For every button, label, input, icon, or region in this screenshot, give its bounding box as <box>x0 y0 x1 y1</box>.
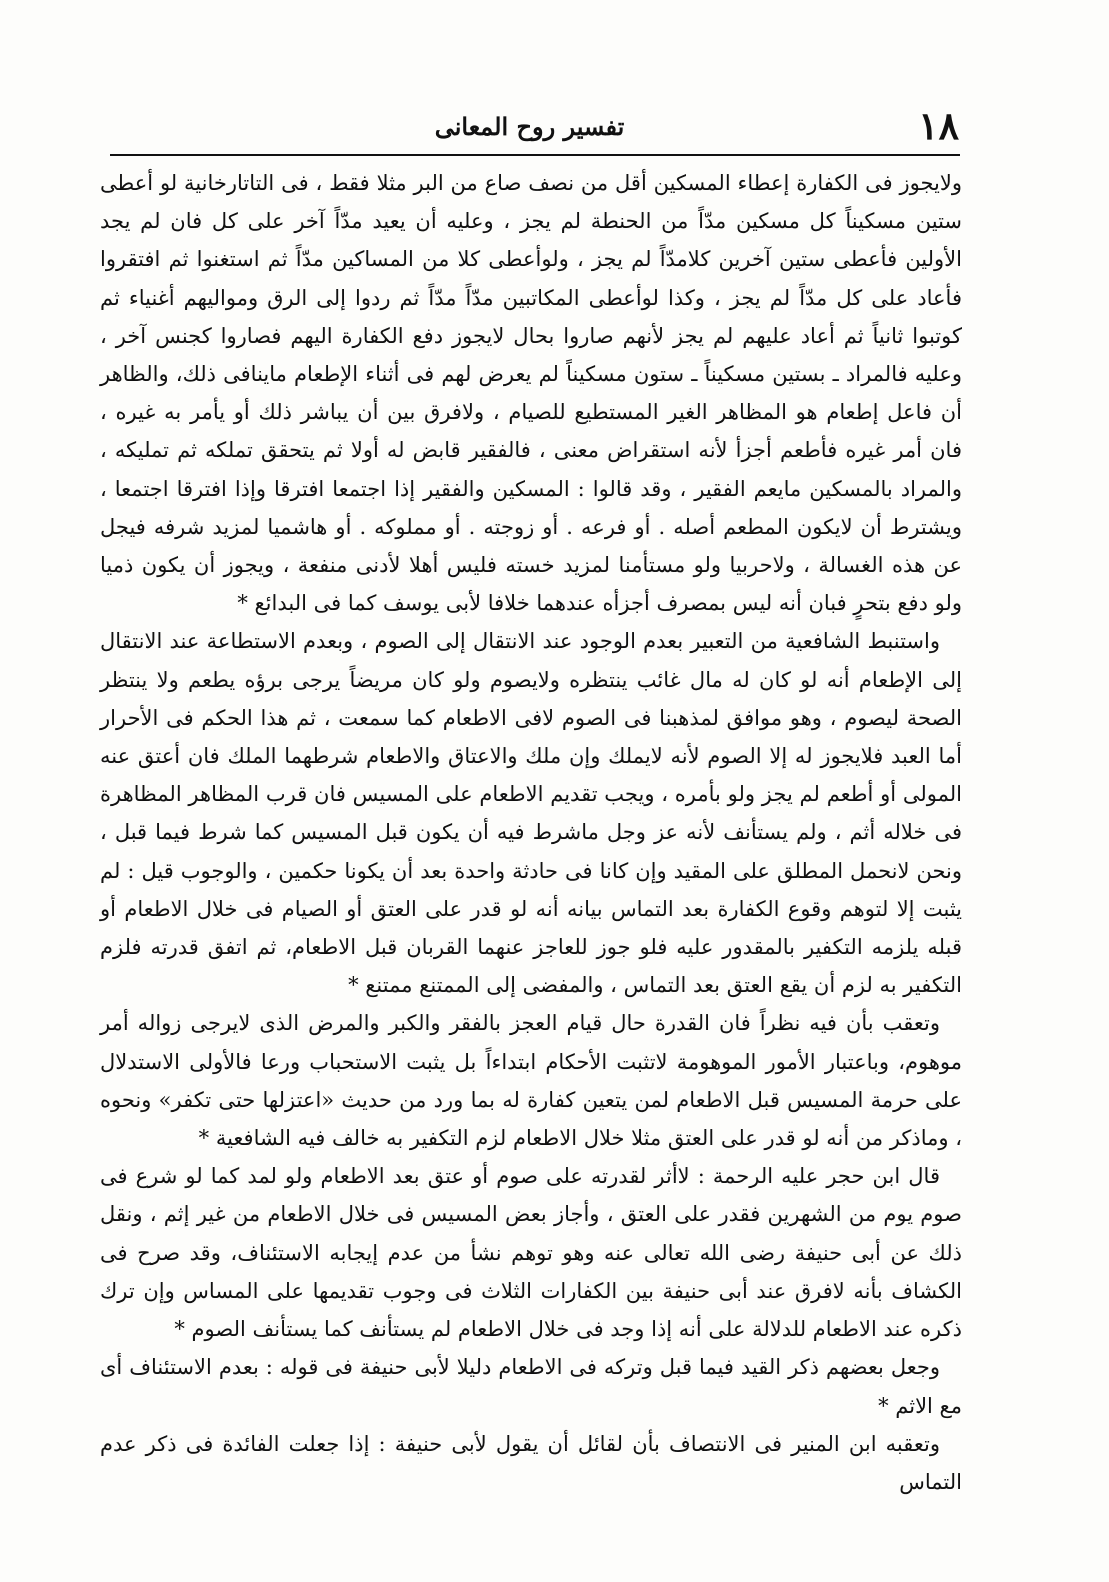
header-divider <box>110 154 960 156</box>
running-title: تفسير روح المعانى <box>434 112 625 141</box>
paragraph: واستنبط الشافعية من التعبير بعدم الوجود عند الانتقال إلى الصوم ، وبعدم الاستطاعة عند الانتقال إلى الإطعام أنه لو كان له مال غائب ينتظره ولايصوم ولو كان مريضاً يرجى برؤه يطعم ولا ينتظر الصحة ليصوم ، وهو موافق لمذهبنا فى الصوم لافى الاطعام كما سمعت ، ثم هذا الحكم فى الأحرار أما العبد فلايجوز له إلا الصوم لأنه لايملك وإن ملك والاعتاق والاطعام شرطهما الملك فان أعتق عنه المولى أو أطعم لم يجز ولو بأمره ، ويجب تقديم الاطعام على المسيس فان قرب المظاهر المظاهرة فى خلاله أثم ، ولم يستأنف لأنه عز وجل ماشرط فيه أن يكون قبل المسيس كما شرط فيما قبل ، ونحن لانحمل المطلق على المقيد وإن كانا فى حادثة واحدة بعد أن يكونا حكمين ، والوجوب قيل : لم يثبت إلا لتوهم وقوع الكفارة بعد التماس بيانه أنه لو قدر على العتق أو الصيام فى خلال الاطعام أو قبله يلزمه التكفير بالمقدور عليه فلو جوز للعاجز عنهما القربان قبل الاطعام، ثم اتفق قدرته فلزم التكفير به لزم أن يقع العتق بعد التماس ، والمفضى إلى الممتنع ممتنع * <box>100 629 962 998</box>
page-number: ١٨ <box>918 103 959 148</box>
main-text <box>100 164 962 1501</box>
page-header <box>100 100 959 150</box>
paragraph: وتعقبه ابن المنير فى الانتصاف بأن لقائل أن يقول لأبى حنيفة : إذا جعلت الفائدة فى ذكر عدم التماس <box>100 1431 962 1494</box>
paragraph: وجعل بعضهم ذكر القيد فيما قبل وتركه فى الاطعام دليلا لأبى حنيفة فى قوله : بعدم الاستئناف أى مع الاثم * <box>100 1355 962 1418</box>
paragraph: وتعقب بأن فيه نظراً فان القدرة حال قيام العجز بالفقر والكبر والمرض الذى لايرجى زواله أمر موهوم، وباعتبار الأمور الموهومة لاتثبت الأحكام ابتداءاً بل يثبت الاستحباب ورعا فالأولى الاستدلال على حرمة المسيس قبل الاطعام لمن يتعين كفارة له بما ورد من حديث «اعتزلها حتى تكفر» ونحوه ، وماذكر من أنه لو قدر على العتق مثلا خلال الاطعام لزم التكفير به خالف فيه الشافعية * <box>100 1011 962 1151</box>
paragraph: قال ابن حجر عليه الرحمة : لاأثر لقدرته على صوم أو عتق بعد الاطعام ولو لمد كما لو شرع فى صوم يوم من الشهرين فقدر على العتق ، وأجاز بعض المسيس فى خلال الاطعام من غير إثم ، ونقل ذلك عن أبى حنيفة رضى الله تعالى عنه وهو توهم نشأ من عدم إيجابه الاستئناف، وقد صرح فى الكشاف بأنه لافرق عند أبى حنيفة بين الكفارات الثلاث فى وجوب تقديمها على المساس وإن ترك ذكره عند الاطعام للدلالة على أنه إذا وجد فى خلال الاطعام لم يستأنف كما يستأنف الصوم * <box>100 1164 962 1342</box>
paragraph: ولايجوز فى الكفارة إعطاء المسكين أقل من نصف صاع من البر مثلا فقط ، فى التاتارخانية لو أعطى ستين مسكيناً كل مسكين مدّاً من الحنطة لم يجز ، وعليه أن يعيد مدّاً آخر على كل فان لم يجد الأولين فأعطى ستين آخرين كلامدّاً لم يجز ، ولوأعطى كلا من المساكين مدّاً ثم استغنوا ثم افتقروا فأعاد على كل مدّاً لم يجز ، وكذا لوأعطى المكاتبين مدّاً مدّاً ثم ردوا إلى الرق ومواليهم أغنياء ثم كوتبوا ثانياً ثم أعاد عليهم لم يجز لأنهم صاروا بحال لايجوز دفع الكفارة اليهم فصاروا كجنس آخر ، وعليه فالمراد ـ بستين مسكيناً ـ ستون مسكيناً لم يعرض لهم فى أثناء الإطعام ماينافى ذلك، والظاهر أن فاعل إطعام هو المظاهر الغير المستطيع للصيام ، ولافرق بين أن يباشر ذلك أو يأمر به غيره ، فان أمر غيره فأطعم أجزأ لأنه استقراض معنى ، فالفقير قابض له أولا ثم يتحقق تملكه ثم تمليكه ، والمراد بالمسكين مايعم الفقير ، وقد قالوا : المسكين والفقير إذا اجتمعا افترقا وإذا افترقا اجتمعا ، ويشترط أن لايكون المطعم أصله . أو فرعه . أو زوجته . أو مملوكه . أو هاشميا لمزيد شرفه فيجل عن هذه الغسالة ، ولاحربيا ولو مستأمنا لمزيد خسته فليس أهلا لأدنى منفعة ، ويجوز أن يكون ذميا ولو دفع بتحرٍ فبان أنه ليس بمصرف أجزأه عندهما خلافا لأبى يوسف كما فى البدائع * <box>100 171 962 616</box>
